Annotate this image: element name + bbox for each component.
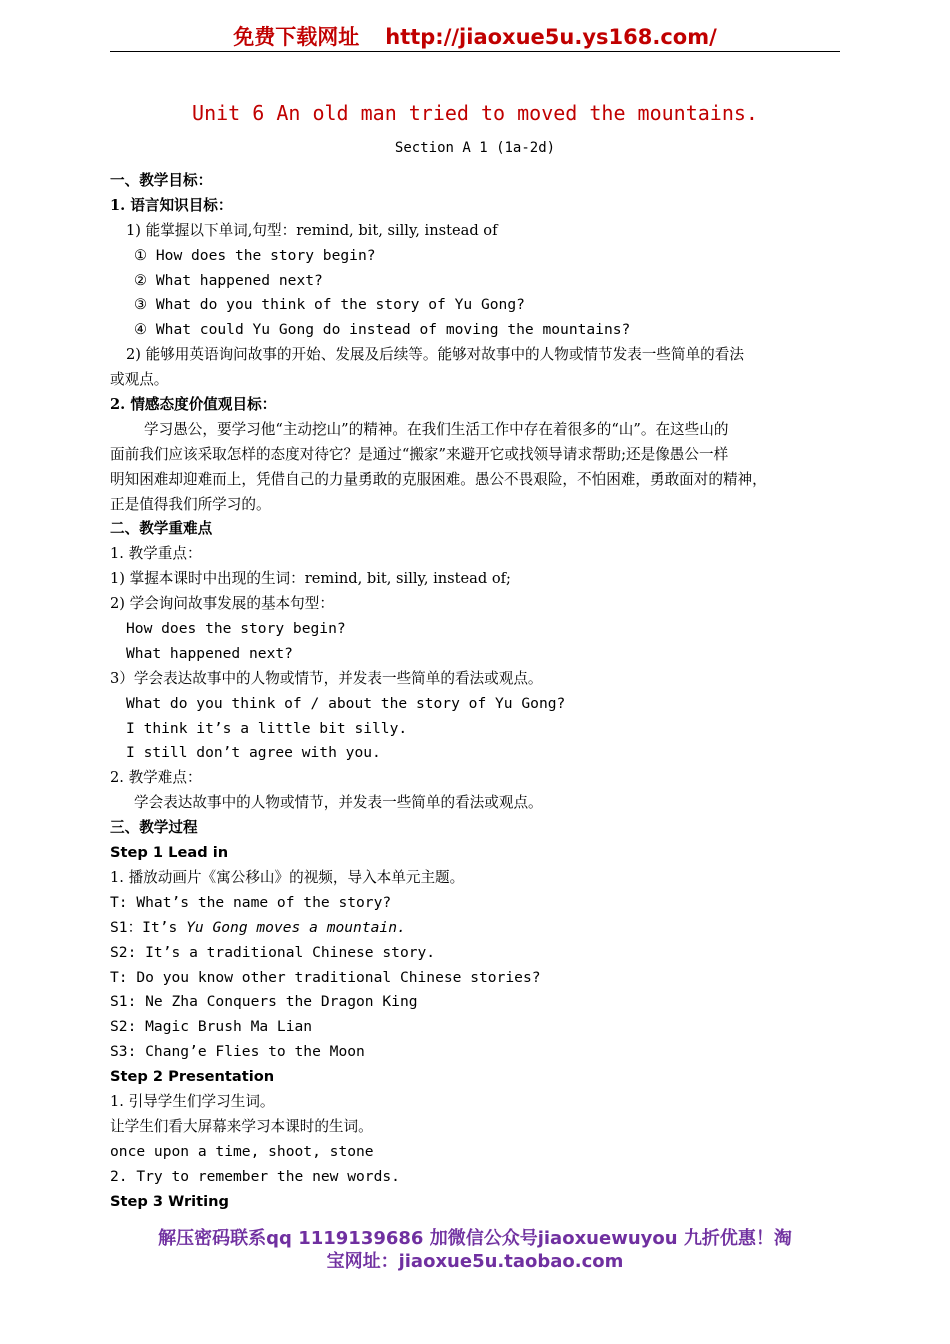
story-title-italic: Yu Gong moves a mountain. bbox=[186, 918, 406, 936]
text-line: 2. 教学难点： bbox=[110, 769, 202, 787]
text-line: 1) 掌握本课时中出现的生词：remind, bit, silly, instead of; bbox=[110, 570, 511, 588]
dialogue-speaker: S1：It’s bbox=[110, 918, 187, 936]
text-line: 2) 能够用英语询问故事的开始、发展及后续等。能够对故事中的人物或情节发表一些简单的看法 bbox=[126, 346, 744, 364]
text-line: 3）学会表达故事中的人物或情节，并发表一些简单的看法或观点。 bbox=[110, 669, 543, 687]
header-site-label: 免费下载网址 bbox=[233, 25, 360, 49]
text-line: once upon a time, shoot, stone bbox=[110, 1142, 374, 1160]
header-url-link[interactable]: http://jiaoxue5u.ys168.com/ bbox=[385, 25, 717, 49]
text-line: T: What’s the name of the story? bbox=[110, 893, 392, 911]
text-line: 或观点。 bbox=[110, 371, 169, 389]
text-line: What happened next? bbox=[126, 644, 293, 662]
section-subtitle: Section A 1 (1a-2d) bbox=[394, 140, 556, 156]
header-divider bbox=[110, 51, 840, 52]
paragraph-line: 正是值得我们所学习的。 bbox=[110, 495, 271, 513]
text-line: 2. Try to remember the new words. bbox=[110, 1167, 400, 1185]
heading-step-3: Step 3 Writing bbox=[110, 1192, 230, 1210]
page-header bbox=[110, 22, 840, 52]
document-body bbox=[110, 169, 840, 1214]
text-line: ③ What do you think of the story of Yu Gong? bbox=[134, 296, 525, 314]
text-line: I still don’t agree with you. bbox=[126, 744, 381, 762]
heading-step-1: Step 1 Lead in bbox=[110, 844, 229, 862]
text-line: S1: Ne Zha Conquers the Dragon King bbox=[110, 993, 418, 1011]
footer-shop-url[interactable]: 宝网址：jiaoxue5u.taobao.com bbox=[326, 1251, 624, 1272]
paragraph-line: 面前我们应该采取怎样的态度对待它？是通过“搬家”来避开它或找领导请求帮助;还是像愚公一样 bbox=[110, 445, 729, 463]
text-line: S3: Chang’e Flies to the Moon bbox=[110, 1043, 365, 1061]
text-line: ② What happened next? bbox=[134, 271, 323, 289]
text-line: I think it’s a little bit silly. bbox=[126, 719, 408, 737]
text-line: 2) 学会询问故事发展的基本句型： bbox=[110, 595, 334, 613]
heading-step-2: Step 2 Presentation bbox=[110, 1068, 275, 1086]
text-line: ① How does the story begin? bbox=[134, 246, 376, 264]
paragraph-line: 明知困难却迎难而上，凭借自己的力量勇敢的克服困难。愚公不畏艰险，不怕困难，勇敢面对的精神， bbox=[110, 470, 767, 488]
text-line: What do you think of / about the story of Yu Gong? bbox=[126, 694, 566, 712]
document-title: Unit 6 An old man tried to moved the mountains. bbox=[192, 101, 758, 125]
page-footer bbox=[110, 1227, 840, 1273]
text-line: ④ What could Yu Gong do instead of moving the mountains? bbox=[134, 321, 631, 339]
text-line: S2: Magic Brush Ma Lian bbox=[110, 1018, 313, 1036]
text-line: 1. 引导学生们学习生词。 bbox=[110, 1092, 275, 1110]
footer-contact-line: 解压密码联系qq 1119139686 加微信公众号jiaoxuewuyou 九折优惠！淘 bbox=[158, 1228, 792, 1249]
heading-teaching-process: 三、教学过程 bbox=[110, 819, 198, 837]
text-line: 让学生们看大屏幕来学习本课时的生词。 bbox=[110, 1117, 373, 1135]
text-line: T: Do you know other traditional Chinese stories? bbox=[110, 968, 541, 986]
text-line: How does the story begin? bbox=[126, 620, 346, 638]
text-line: 1. 播放动画片《寓公移山》的视频，导入本单元主题。 bbox=[110, 868, 465, 886]
heading-key-difficult-points: 二、教学重难点 bbox=[110, 520, 213, 538]
heading-attitude-goals: 2. 情感态度价值观目标： bbox=[110, 396, 277, 414]
paragraph-line: 学习愚公，要学习他“主动挖山”的精神。在我们生活工作中存在着很多的“山”。在这些山的 bbox=[144, 420, 729, 438]
text-line bbox=[110, 916, 840, 941]
text-line: 学会表达故事中的人物或情节，并发表一些简单的看法或观点。 bbox=[134, 794, 543, 812]
text-line: 1) 能掌握以下单词,句型：remind, bit, silly, instead of bbox=[126, 221, 498, 239]
text-line: 1. 教学重点： bbox=[110, 545, 202, 563]
heading-teaching-goals: 一、教学目标： bbox=[110, 172, 213, 189]
heading-language-goals: 1. 语言知识目标： bbox=[110, 196, 233, 214]
text-line: S2: It’s a traditional Chinese story. bbox=[110, 943, 436, 961]
